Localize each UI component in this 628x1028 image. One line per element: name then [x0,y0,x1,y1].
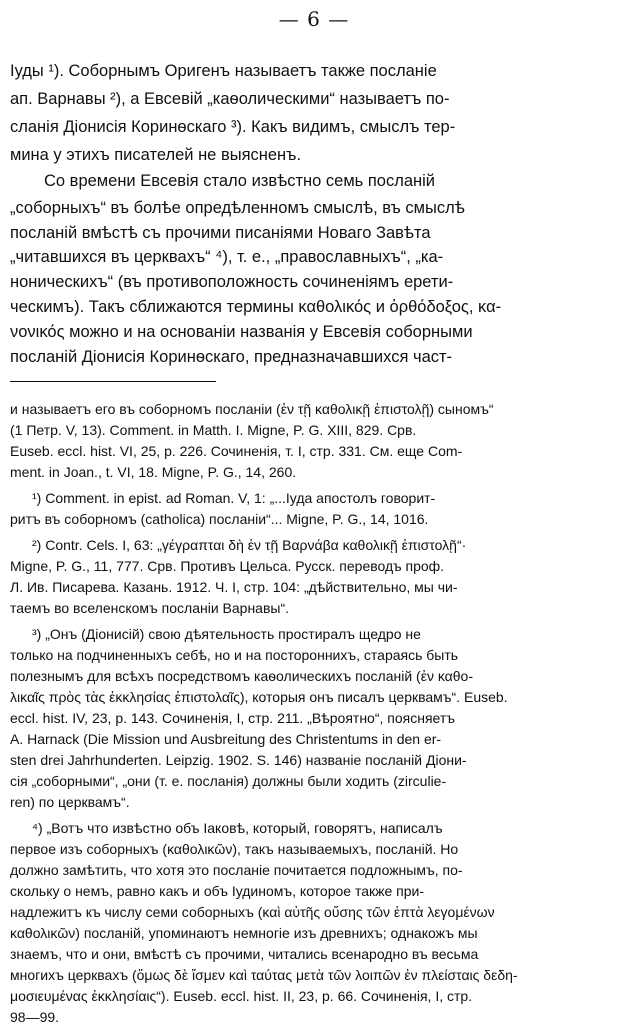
footnote-line: ²) Contr. Cels. I, 63: „γέγραπται δὴ ἐν τῇ Βαρνάβα καθολικῇ ἐπιστολῇ“· [32,537,467,553]
main-text-line: „читавшихся въ церквахъ“ ⁴), т. е., „православныхъ“, „ка- [10,248,444,266]
footnote-divider [10,381,216,382]
footnote-line: eccl. hist. IV, 23, p. 143. Сочиненія, I, стр. 211. „Вѣроятно“, поясняетъ [10,710,456,726]
footnote-line: ¹) Comment. in epist. ad Roman. V, 1: „...Iуда апостолъ говорит- [32,490,436,506]
main-text-line: посланій вмѣстѣ съ прочими писаніями Новаго Завѣта [10,224,431,242]
footnote-line: знаемъ, что и они, вмѣстѣ съ прочими, читались всенародно въ весьма [10,946,479,962]
footnote-line: sten drei Jahrhunderten. Leipzig. 1902. S. 146) названіе посланій Діони- [10,752,467,768]
footnote-line: полезнымъ для всѣхъ посредствомъ каѳолическихъ посланій (ἐν καθο- [10,668,473,684]
footnote-line: только на подчиненныхъ себѣ, но и на постороннихъ, стараясь быть [10,647,459,663]
footnote-line: должно замѣтить, что хотя это посланіе почитается подложнымъ, по- [10,862,463,878]
footnote-line: (1 Петр. V, 13). Comment. in Matth. I. Migne, P. G. XIII, 829. Срв. [10,422,417,438]
footnote-line: ment. in Joan., t. VI, 18. Migne, P. G., 14, 260. [10,464,297,480]
footnote-line: и называетъ его въ соборномъ посланіи (ἐν τῇ καθολικῇ ἐπιστολῇ) сыномъ“ [10,401,494,417]
footnote-line: Л. Ив. Писарева. Казань. 1912. Ч. I, стр. 104: „дѣйствительно, мы чи- [10,579,458,595]
main-text-line: сланія Діонисія Коринѳскаго ³). Какъ видимъ, смыслъ тер- [10,118,456,136]
footnote-line: скольку о немъ, равно какъ и объ Iудиномъ, которое также при- [10,883,425,899]
main-text-line: ап. Варнавы ²), а Евсевій „каѳолическими“ называетъ по- [10,90,450,108]
main-text-line: ноническихъ“ (въ противоположность сочиненіямъ ерети- [10,273,454,291]
main-text-line: Со времени Евсевія стало извѣстно семь посланій [44,172,436,190]
main-text-line: ческимъ). Такъ сближаются термины καθολικός и ὀρθόδοξος, κα- [10,298,502,316]
footnote-line: ren) по церквамъ“. [10,794,130,810]
main-text-line: Iуды ¹). Соборнымъ Оригенъ называетъ также посланіе [10,62,437,80]
footnote-line: Migne, P. G., 11, 777. Срв. Противъ Цельса. Русск. переводъ проф. [10,558,445,574]
footnote-line: μοσιευμένας ἐκκλησίαις“). Euseb. eccl. hist. II, 23, p. 66. Сочиненія, I, стр. [10,988,473,1004]
footnote-line: таемъ во вселенскомъ посланіи Варнавы“. [10,600,290,616]
footnote-line: многихъ церквахъ (ὅμως δὲ ἴσμεν καὶ ταύτας μετὰ τῶν λοιπῶν ἐν πλείσταις δεδη- [10,967,518,983]
main-text-line: посланій Діонисія Коринѳскаго, предназначавшихся част- [10,348,453,366]
main-text-line: νονικός можно и на основаніи названія у Евсевія соборными [10,323,473,341]
footnote-line: λικαῖς πρὸς τὰς ἐκκλησίας ἐπιστολαῖς), которыя онъ писалъ церквамъ“. Euseb. [10,689,508,705]
footnote-line: ³) „Онъ (Діонисій) свою дѣятельность простиралъ щедро не [32,626,421,642]
footnote-line: A. Harnack (Die Mission und Ausbreitung des Christentums in den er- [10,731,442,747]
footnote-line: 98—99. [10,1009,60,1025]
footnote-line: ⁴) „Вотъ что извѣстно объ Iаковѣ, который, говорятъ, написалъ [32,820,443,836]
footnote-line: καθολικῶν) посланій, упоминаютъ немногіе изъ древнихъ; однакожъ мы [10,925,478,941]
footnote-line: первое изъ соборныхъ (καθολικῶν), такъ называемыхъ, посланій. Но [10,841,459,857]
page-number: — 6 — [278,7,350,31]
main-text-line: „соборныхъ“ въ болѣе опредѣленномъ смыслѣ, въ смыслѣ [10,199,465,217]
footnote-line: ритъ въ соборномъ (catholica) посланіи“... Migne, P. G., 14, 1016. [10,511,429,527]
footnote-line: Euseb. eccl. hist. VI, 25, p. 226. Сочиненія, т. I, стр. 331. См. еще Com- [10,443,463,459]
footnote-line: сія „соборными“, „они (т. е. посланія) должны были ходить (zirculie- [10,773,447,789]
footnote-line: надлежитъ къ числу семи соборныхъ (καὶ αὐτῆς οὔσης τῶν ἑπτὰ λεγομένων [10,904,495,920]
main-text-line: мина у этихъ писателей не выясненъ. [10,146,302,164]
